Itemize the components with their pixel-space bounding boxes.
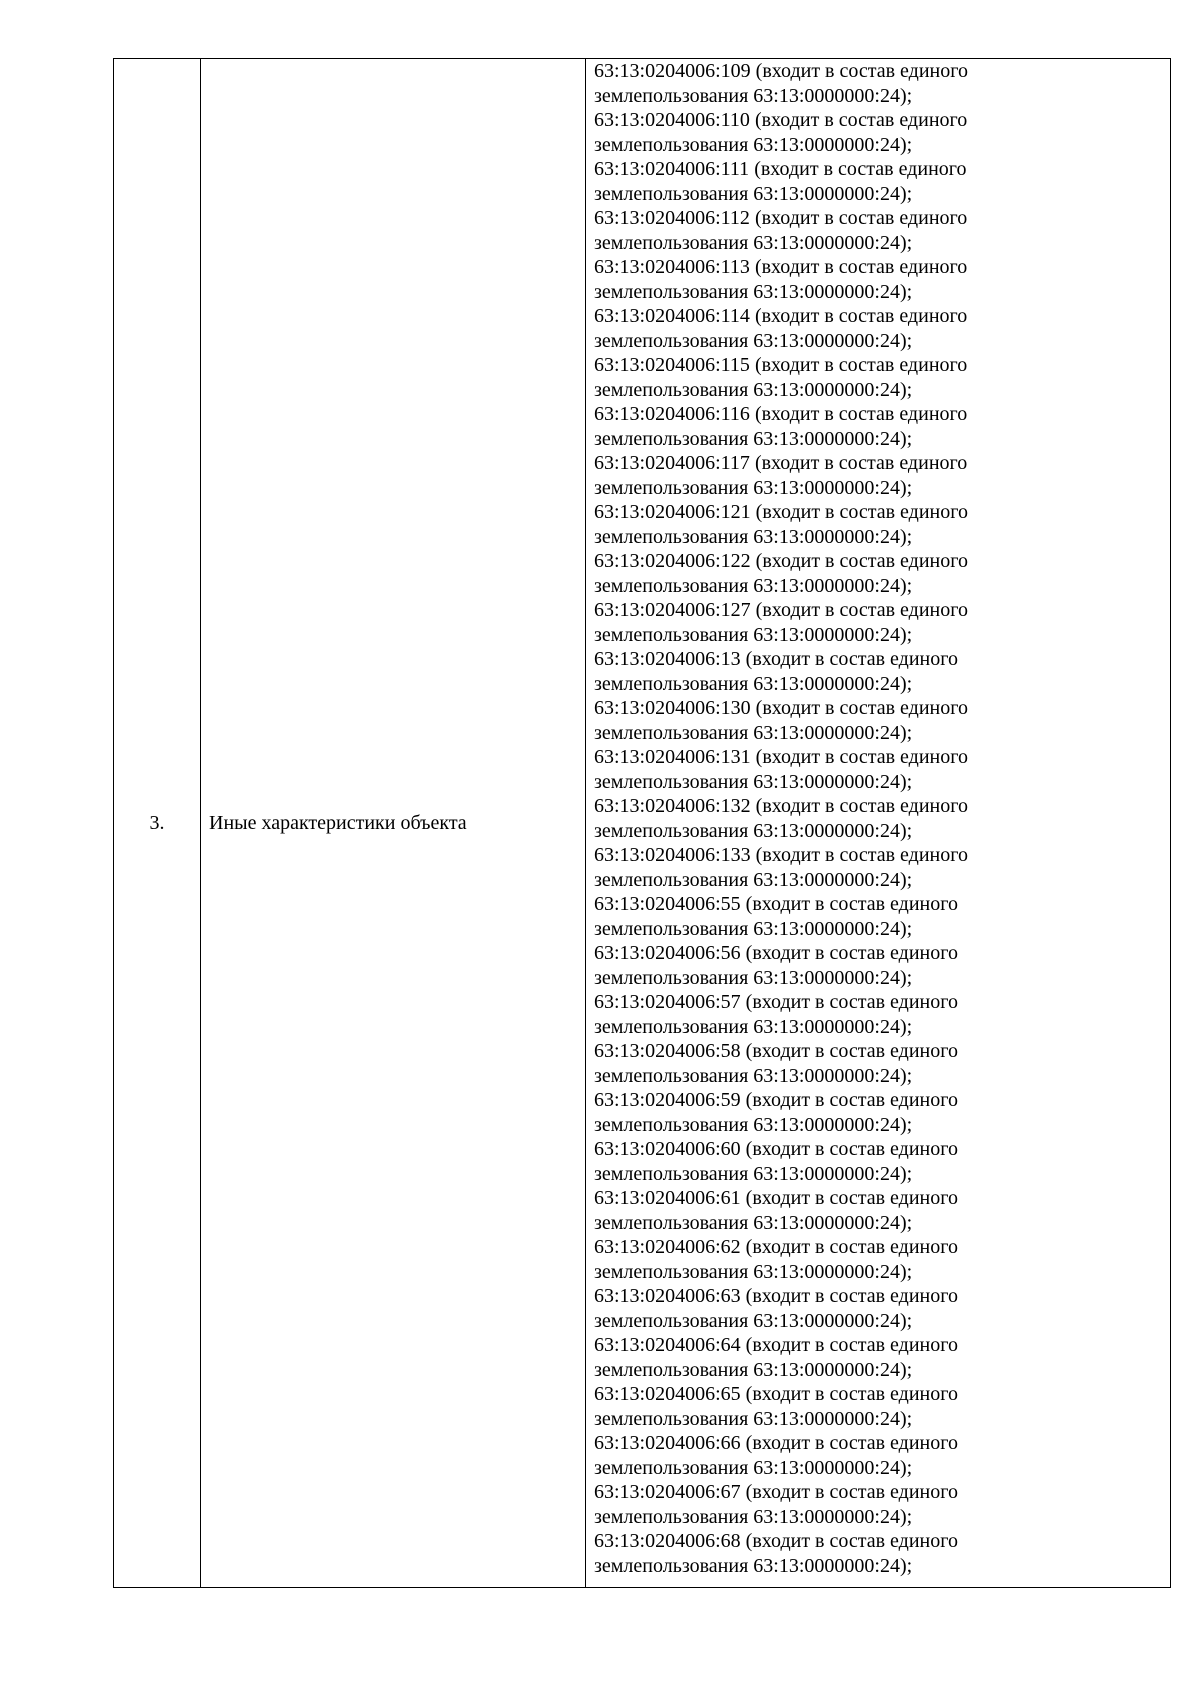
parcel-number: 63:13:0204006:110 [594, 109, 750, 131]
parcel-number: 63:13:0204006:66 [594, 1432, 741, 1454]
parcel-number: 63:13:0204006:127 [594, 599, 751, 621]
parcel-line [594, 108, 1166, 133]
parcel-number: 63:13:0204006:60 [594, 1138, 741, 1160]
parcel-tail: землепользования 63:13:0000000:24); [594, 427, 913, 450]
parcel-number: 63:13:0204006:122 [594, 550, 751, 572]
list-item [594, 843, 1166, 892]
parcel-line [594, 1088, 1166, 1113]
parcel-number: 63:13:0204006:68 [594, 1530, 741, 1552]
parcel-line [594, 647, 1166, 672]
parcel-line [594, 1480, 1166, 1505]
parcel-tail: землепользования 63:13:0000000:24); [594, 1260, 913, 1283]
parcel-number: 63:13:0204006:65 [594, 1383, 741, 1405]
parcel-number: 63:13:0204006:58 [594, 1040, 741, 1062]
parcel-note: (входит в состав единого [755, 550, 968, 572]
list-item [594, 353, 1166, 402]
parcel-note: (входит в состав единого [745, 1285, 958, 1307]
parcel-tail: землепользования 63:13:0000000:24); [594, 1358, 913, 1381]
parcel-note: (входит в состав единого [745, 1334, 958, 1356]
parcel-note: (входит в состав единого [745, 1383, 958, 1405]
parcel-note: (входит в состав единого [745, 1481, 958, 1503]
parcel-number: 63:13:0204006:113 [594, 256, 750, 278]
parcel-number: 63:13:0204006:130 [594, 697, 751, 719]
list-item [594, 892, 1166, 941]
parcel-note: (входит в состав единого [755, 501, 968, 523]
parcel-note: (входит в состав единого [754, 256, 968, 278]
parcel-tail: землепользования 63:13:0000000:24); [594, 1113, 913, 1136]
list-item [594, 1235, 1166, 1284]
list-item [594, 500, 1166, 549]
parcel-tail: землепользования 63:13:0000000:24); [594, 133, 913, 156]
list-item [594, 941, 1166, 990]
parcel-tail: землепользования 63:13:0000000:24); [594, 525, 913, 548]
parcel-note: (входит в состав единого [745, 893, 958, 915]
parcel-line [594, 451, 1166, 476]
parcel-line [594, 1284, 1166, 1309]
list-item [594, 1529, 1166, 1578]
parcel-tail: землепользования 63:13:0000000:24); [594, 1015, 913, 1038]
parcel-line [594, 304, 1166, 329]
parcel-number: 63:13:0204006:63 [594, 1285, 741, 1307]
parcel-tail: землепользования 63:13:0000000:24); [594, 1407, 913, 1430]
parcel-line [594, 353, 1166, 378]
parcel-line [594, 1529, 1166, 1554]
parcel-line [594, 1333, 1166, 1358]
list-item [594, 451, 1166, 500]
parcel-note: (входит в состав единого [745, 1236, 958, 1258]
parcel-tail: землепользования 63:13:0000000:24); [594, 476, 913, 499]
parcel-number: 63:13:0204006:109 [594, 60, 751, 82]
parcel-number: 63:13:0204006:114 [594, 305, 750, 327]
parcel-note: (входит в состав единого [745, 1187, 958, 1209]
list-item [594, 304, 1166, 353]
parcel-note: (входит в состав единого [745, 942, 958, 964]
parcel-line [594, 157, 1166, 182]
parcel-number: 63:13:0204006:112 [594, 207, 750, 229]
parcel-number: 63:13:0204006:132 [594, 795, 751, 817]
list-item [594, 1480, 1166, 1529]
parcel-line [594, 941, 1166, 966]
list-item [594, 990, 1166, 1039]
parcel-note: (входит в состав единого [755, 746, 968, 768]
list-item [594, 59, 1166, 108]
list-item [594, 647, 1166, 696]
parcel-list [594, 59, 1166, 1578]
parcel-number: 63:13:0204006:116 [594, 403, 750, 425]
list-item [594, 1284, 1166, 1333]
parcel-line [594, 1235, 1166, 1260]
parcel-note: (входит в состав единого [745, 1138, 958, 1160]
list-item [594, 794, 1166, 843]
parcel-tail: землепользования 63:13:0000000:24); [594, 917, 913, 940]
parcel-line [594, 598, 1166, 623]
parcel-line [594, 794, 1166, 819]
parcel-note: (входит в состав единого [754, 452, 968, 474]
parcel-tail: землепользования 63:13:0000000:24); [594, 1309, 913, 1332]
parcel-tail: землепользования 63:13:0000000:24); [594, 329, 913, 352]
parcel-note: (входит в состав единого [754, 305, 968, 327]
parcel-tail: землепользования 63:13:0000000:24); [594, 1456, 913, 1479]
parcel-note: (входит в состав единого [745, 1432, 958, 1454]
list-item [594, 108, 1166, 157]
parcel-number: 63:13:0204006:61 [594, 1187, 741, 1209]
list-item [594, 598, 1166, 647]
parcel-number: 63:13:0204006:133 [594, 844, 751, 866]
parcel-number: 63:13:0204006:131 [594, 746, 751, 768]
parcel-number: 63:13:0204006:59 [594, 1089, 741, 1111]
parcel-tail: землепользования 63:13:0000000:24); [594, 1554, 913, 1577]
parcel-note: (входит в состав единого [755, 844, 968, 866]
parcel-number: 63:13:0204006:67 [594, 1481, 741, 1503]
parcel-tail: землепользования 63:13:0000000:24); [594, 378, 913, 401]
parcel-tail: землепользования 63:13:0000000:24); [594, 1064, 913, 1087]
parcel-number: 63:13:0204006:115 [594, 354, 750, 376]
parcel-line [594, 745, 1166, 770]
row-label: Иные характеристики объекта [201, 59, 586, 1588]
parcel-tail: землепользования 63:13:0000000:24); [594, 672, 913, 695]
parcel-line [594, 1431, 1166, 1456]
list-item [594, 1137, 1166, 1186]
list-item [594, 1186, 1166, 1235]
parcel-line [594, 1186, 1166, 1211]
parcel-tail: землепользования 63:13:0000000:24); [594, 721, 913, 744]
parcel-note: (входит в состав единого [755, 60, 968, 82]
parcel-number: 63:13:0204006:57 [594, 991, 741, 1013]
parcel-tail: землепользования 63:13:0000000:24); [594, 770, 913, 793]
row-value-cell [586, 59, 1171, 1588]
parcel-line [594, 59, 1166, 84]
parcel-tail: землепользования 63:13:0000000:24); [594, 182, 913, 205]
parcel-tail: землепользования 63:13:0000000:24); [594, 623, 913, 646]
parcel-number: 63:13:0204006:111 [594, 158, 750, 180]
list-item [594, 1431, 1166, 1480]
parcel-number: 63:13:0204006:56 [594, 942, 741, 964]
parcel-note: (входит в состав единого [755, 599, 968, 621]
table-row [114, 59, 1171, 1588]
parcel-note: (входит в состав единого [745, 991, 958, 1013]
parcel-tail: землепользования 63:13:0000000:24); [594, 966, 913, 989]
parcel-line [594, 1137, 1166, 1162]
parcel-tail: землепользования 63:13:0000000:24); [594, 84, 913, 107]
list-item [594, 402, 1166, 451]
parcel-tail: землепользования 63:13:0000000:24); [594, 819, 913, 842]
parcel-note: (входит в состав единого [745, 1040, 958, 1062]
parcel-line [594, 402, 1166, 427]
parcel-line [594, 500, 1166, 525]
parcel-tail: землепользования 63:13:0000000:24); [594, 1211, 913, 1234]
parcel-tail: землепользования 63:13:0000000:24); [594, 1162, 913, 1185]
list-item [594, 1382, 1166, 1431]
parcel-tail: землепользования 63:13:0000000:24); [594, 574, 913, 597]
list-item [594, 1088, 1166, 1137]
parcel-line [594, 843, 1166, 868]
list-item [594, 745, 1166, 794]
parcel-tail: землепользования 63:13:0000000:24); [594, 868, 913, 891]
parcel-note: (входит в состав единого [754, 403, 968, 425]
list-item [594, 696, 1166, 745]
parcel-note: (входит в состав единого [745, 1530, 958, 1552]
parcel-tail: землепользования 63:13:0000000:24); [594, 280, 913, 303]
parcel-number: 63:13:0204006:55 [594, 893, 741, 915]
parcel-line [594, 206, 1166, 231]
list-item [594, 157, 1166, 206]
list-item [594, 255, 1166, 304]
list-item [594, 549, 1166, 598]
parcel-line [594, 696, 1166, 721]
parcel-note: (входит в состав единого [754, 354, 968, 376]
parcel-line [594, 255, 1166, 280]
parcel-note: (входит в состав единого [754, 109, 968, 131]
list-item [594, 1039, 1166, 1088]
row-number: 3. [114, 59, 201, 1588]
parcel-line [594, 549, 1166, 574]
list-item [594, 206, 1166, 255]
parcel-note: (входит в состав единого [755, 697, 968, 719]
parcel-note: (входит в состав единого [745, 1089, 958, 1111]
list-item [594, 1333, 1166, 1382]
parcel-number: 63:13:0204006:64 [594, 1334, 741, 1356]
parcel-note: (входит в состав единого [754, 158, 967, 180]
parcel-note: (входит в состав единого [745, 648, 958, 670]
parcel-line [594, 1382, 1166, 1407]
parcel-tail: землепользования 63:13:0000000:24); [594, 1505, 913, 1528]
parcel-note: (входит в состав единого [754, 207, 968, 229]
parcel-line [594, 1039, 1166, 1064]
parcel-number: 63:13:0204006:62 [594, 1236, 741, 1258]
parcel-number: 63:13:0204006:121 [594, 501, 751, 523]
parcel-tail: землепользования 63:13:0000000:24); [594, 231, 913, 254]
parcel-line [594, 990, 1166, 1015]
parcel-note: (входит в состав единого [755, 795, 968, 817]
parcel-number: 63:13:0204006:13 [594, 648, 741, 670]
characteristics-table [113, 58, 1171, 1588]
parcel-number: 63:13:0204006:117 [594, 452, 750, 474]
parcel-line [594, 892, 1166, 917]
